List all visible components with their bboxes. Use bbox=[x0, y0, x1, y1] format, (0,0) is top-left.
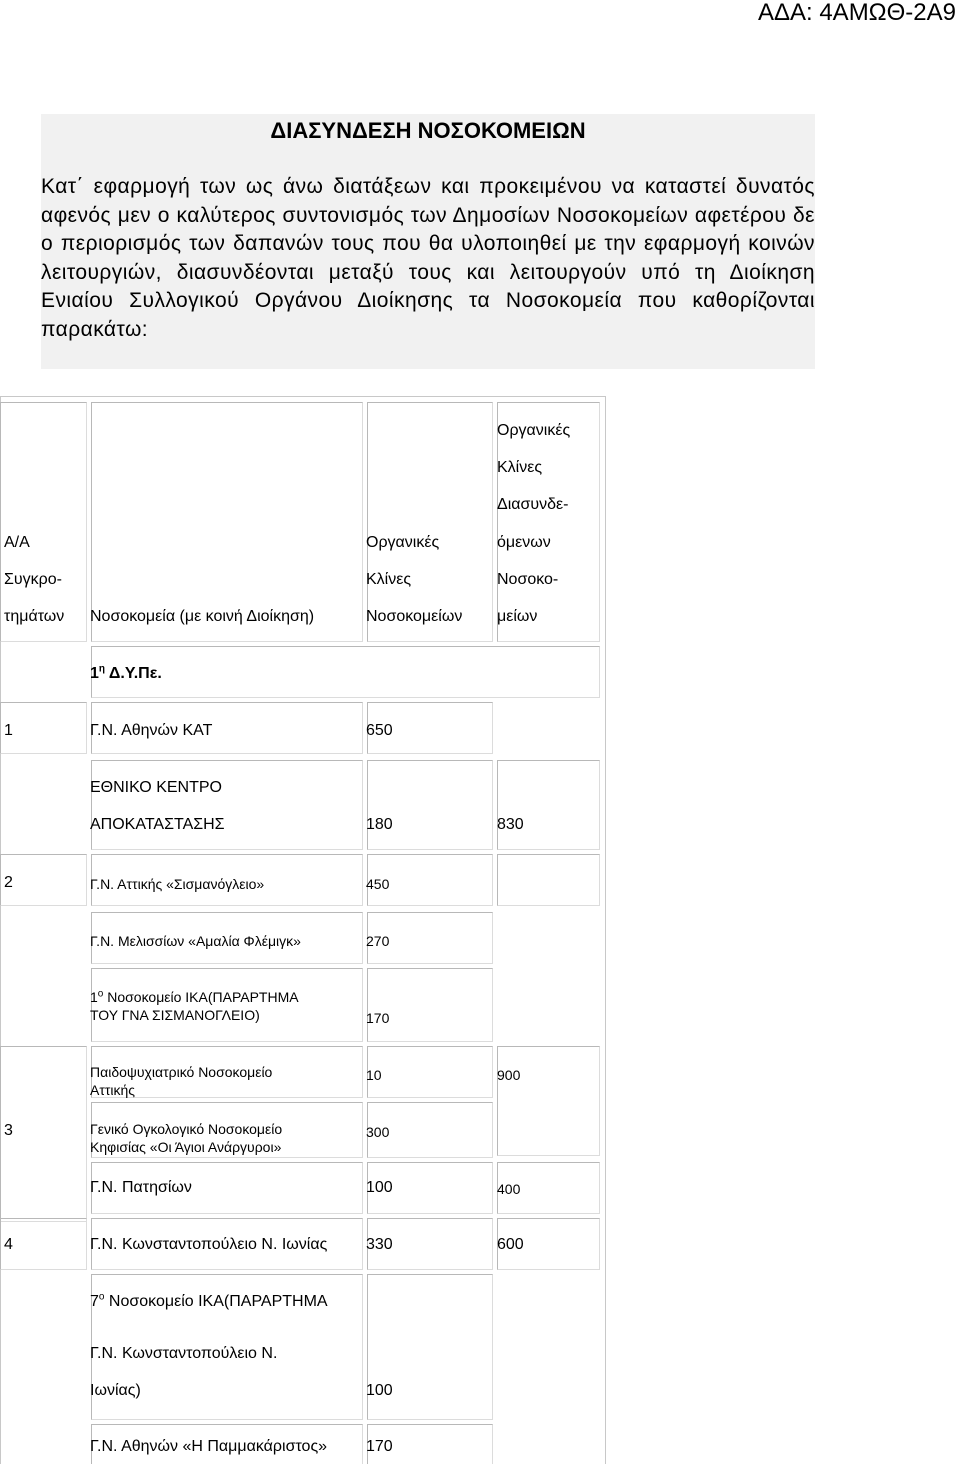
row5-beds: 170 bbox=[366, 1010, 390, 1026]
table-row bbox=[91, 760, 363, 850]
header-aa-line1: Α/Α bbox=[4, 534, 30, 551]
intro-section bbox=[41, 114, 815, 369]
row2-beds: 180 bbox=[366, 816, 393, 833]
header-beds-line1: Οργανικές bbox=[366, 534, 440, 551]
row6-total: 900 bbox=[497, 1067, 521, 1083]
table-row bbox=[0, 1046, 87, 1222]
row11-name: Γ.Ν. Αθηνών «Η Παμμακάριστος» bbox=[90, 1438, 328, 1455]
row3-name: Γ.Ν. Αττικής «Σισμανόγλειο» bbox=[90, 876, 265, 892]
row9-total: 600 bbox=[497, 1236, 524, 1253]
row7-beds: 300 bbox=[366, 1124, 390, 1140]
row4-beds: 270 bbox=[366, 933, 390, 949]
row6-name-line1: Παιδοψυχιατρικό Νοσοκομείο bbox=[90, 1064, 273, 1080]
table-row bbox=[367, 760, 493, 850]
row10-name-line2: Γ.Ν. Κωνσταντοπούλειο Ν. bbox=[90, 1345, 278, 1362]
row7-aa: 3 bbox=[4, 1122, 13, 1139]
table-row bbox=[0, 854, 87, 906]
row1-name: Γ.Ν. Αθηνών ΚΑΤ bbox=[90, 722, 213, 739]
row1-beds: 650 bbox=[366, 722, 393, 739]
table-row bbox=[0, 1218, 87, 1270]
table-row bbox=[497, 1046, 600, 1156]
row8-beds: 100 bbox=[366, 1179, 393, 1196]
row10-name-line1: $7^o$ Νοσοκομείο ΙΚΑ(ΠΑΡΑΡΤΗΜΑ bbox=[90, 1291, 328, 1310]
intro-paragraph: Κατ΄ εφαρμογή των ως άνω διατάξεων και προκειμένου να καταστεί δυνατός αφενός μεν ο καλύτερος συντονισμός των Δημοσίων Νοσοκομείων αφετέρου δε ο περιορισμός των δαπανών τους που θα υλοποιηθεί με την εφαρμογή κοινών λειτουργιών, διασυνδέονται μεταξύ τους και λειτουργούν υπό τη Διοίκηση Ενιαίου Συλλογικού Οργάνου Διοίκησης τα Νοσοκομεία που καθορίζονται παρακάτω: bbox=[41, 175, 815, 341]
header-aa-line3: τημάτων bbox=[4, 608, 65, 625]
header-cell-hospitals bbox=[91, 402, 363, 642]
header-linked-line2: Κλίνες bbox=[497, 459, 543, 476]
header-linked-line4: όμενων bbox=[497, 534, 551, 551]
row2-name-line1: ΕΘΝΙΚΟ ΚΕΝΤΡΟ bbox=[90, 779, 222, 796]
row7-name-line2: Κηφισίας «Οι Άγιοι Ανάργυροι» bbox=[90, 1139, 282, 1155]
header-beds-line3: Νοσοκομείων bbox=[366, 608, 463, 625]
table-row bbox=[0, 702, 87, 754]
row3-beds: 450 bbox=[366, 876, 390, 892]
row9-aa: 4 bbox=[4, 1236, 13, 1253]
row10-beds: 100 bbox=[366, 1382, 393, 1399]
header-hospitals: Νοσοκομεία (με κοινή Διοίκηση) bbox=[90, 608, 315, 625]
header-cell-aa bbox=[0, 402, 87, 642]
row9-name: Γ.Ν. Κωνσταντοπούλειο Ν. Ιωνίας bbox=[90, 1236, 328, 1253]
row10-name-line3: Ιωνίας) bbox=[90, 1382, 141, 1399]
row8-name: Γ.Ν. Πατησίων bbox=[90, 1179, 192, 1196]
row9-beds: 330 bbox=[366, 1236, 393, 1253]
header-linked-line3: Διασυνδε- bbox=[497, 496, 569, 513]
header-linked-line5: Νοσοκο- bbox=[497, 571, 559, 588]
section-title: ΔΙΑΣΥΝΔΕΣΗ ΝΟΣΟΚΟΜΕΙΩΝ bbox=[270, 118, 586, 143]
row11-beds: 170 bbox=[366, 1438, 393, 1455]
table-row bbox=[497, 854, 600, 906]
header-linked-line1: Οργανικές bbox=[497, 422, 571, 439]
header-beds-line2: Κλίνες bbox=[366, 571, 412, 588]
table-row bbox=[367, 968, 493, 1042]
header-aa-line2: Συγκρο- bbox=[4, 571, 62, 588]
row5-name-line1: $1^o$ Νοσοκομείο ΙΚΑ(ΠΑΡΑΡΤΗΜΑ bbox=[90, 988, 299, 1005]
row6-beds: 10 bbox=[366, 1067, 382, 1083]
ada-code: ΑΔΑ: 4ΑΜΩΘ-2Α9 bbox=[757, 0, 956, 26]
row3-aa: 2 bbox=[4, 874, 13, 891]
row4-name: Γ.Ν. Μελισσίων «Αμαλία Φλέμιγκ» bbox=[90, 933, 301, 949]
table-row bbox=[367, 1046, 493, 1098]
dype-cell bbox=[91, 646, 600, 698]
dype-label: $1^\eta$ Δ.Υ.Πε. bbox=[90, 663, 162, 682]
row8-total: 400 bbox=[497, 1181, 521, 1197]
row5-name-line2: ΤΟΥ ΓΝΑ ΣΙΣΜΑΝΟΓΛΕΙΟ) bbox=[90, 1007, 260, 1023]
row2-total: 830 bbox=[497, 816, 524, 833]
header-cell-beds bbox=[367, 402, 493, 642]
table-row bbox=[497, 760, 600, 850]
row6-name-line2: Αττικής bbox=[90, 1082, 136, 1098]
row2-name-line2: ΑΠΟΚΑΤΑΣΤΑΣΗΣ bbox=[90, 816, 225, 833]
header-linked-line6: μείων bbox=[497, 608, 538, 625]
row1-aa: 1 bbox=[4, 722, 13, 739]
row7-name-line1: Γενικό Ογκολογικό Νοσοκομείο bbox=[90, 1121, 283, 1137]
